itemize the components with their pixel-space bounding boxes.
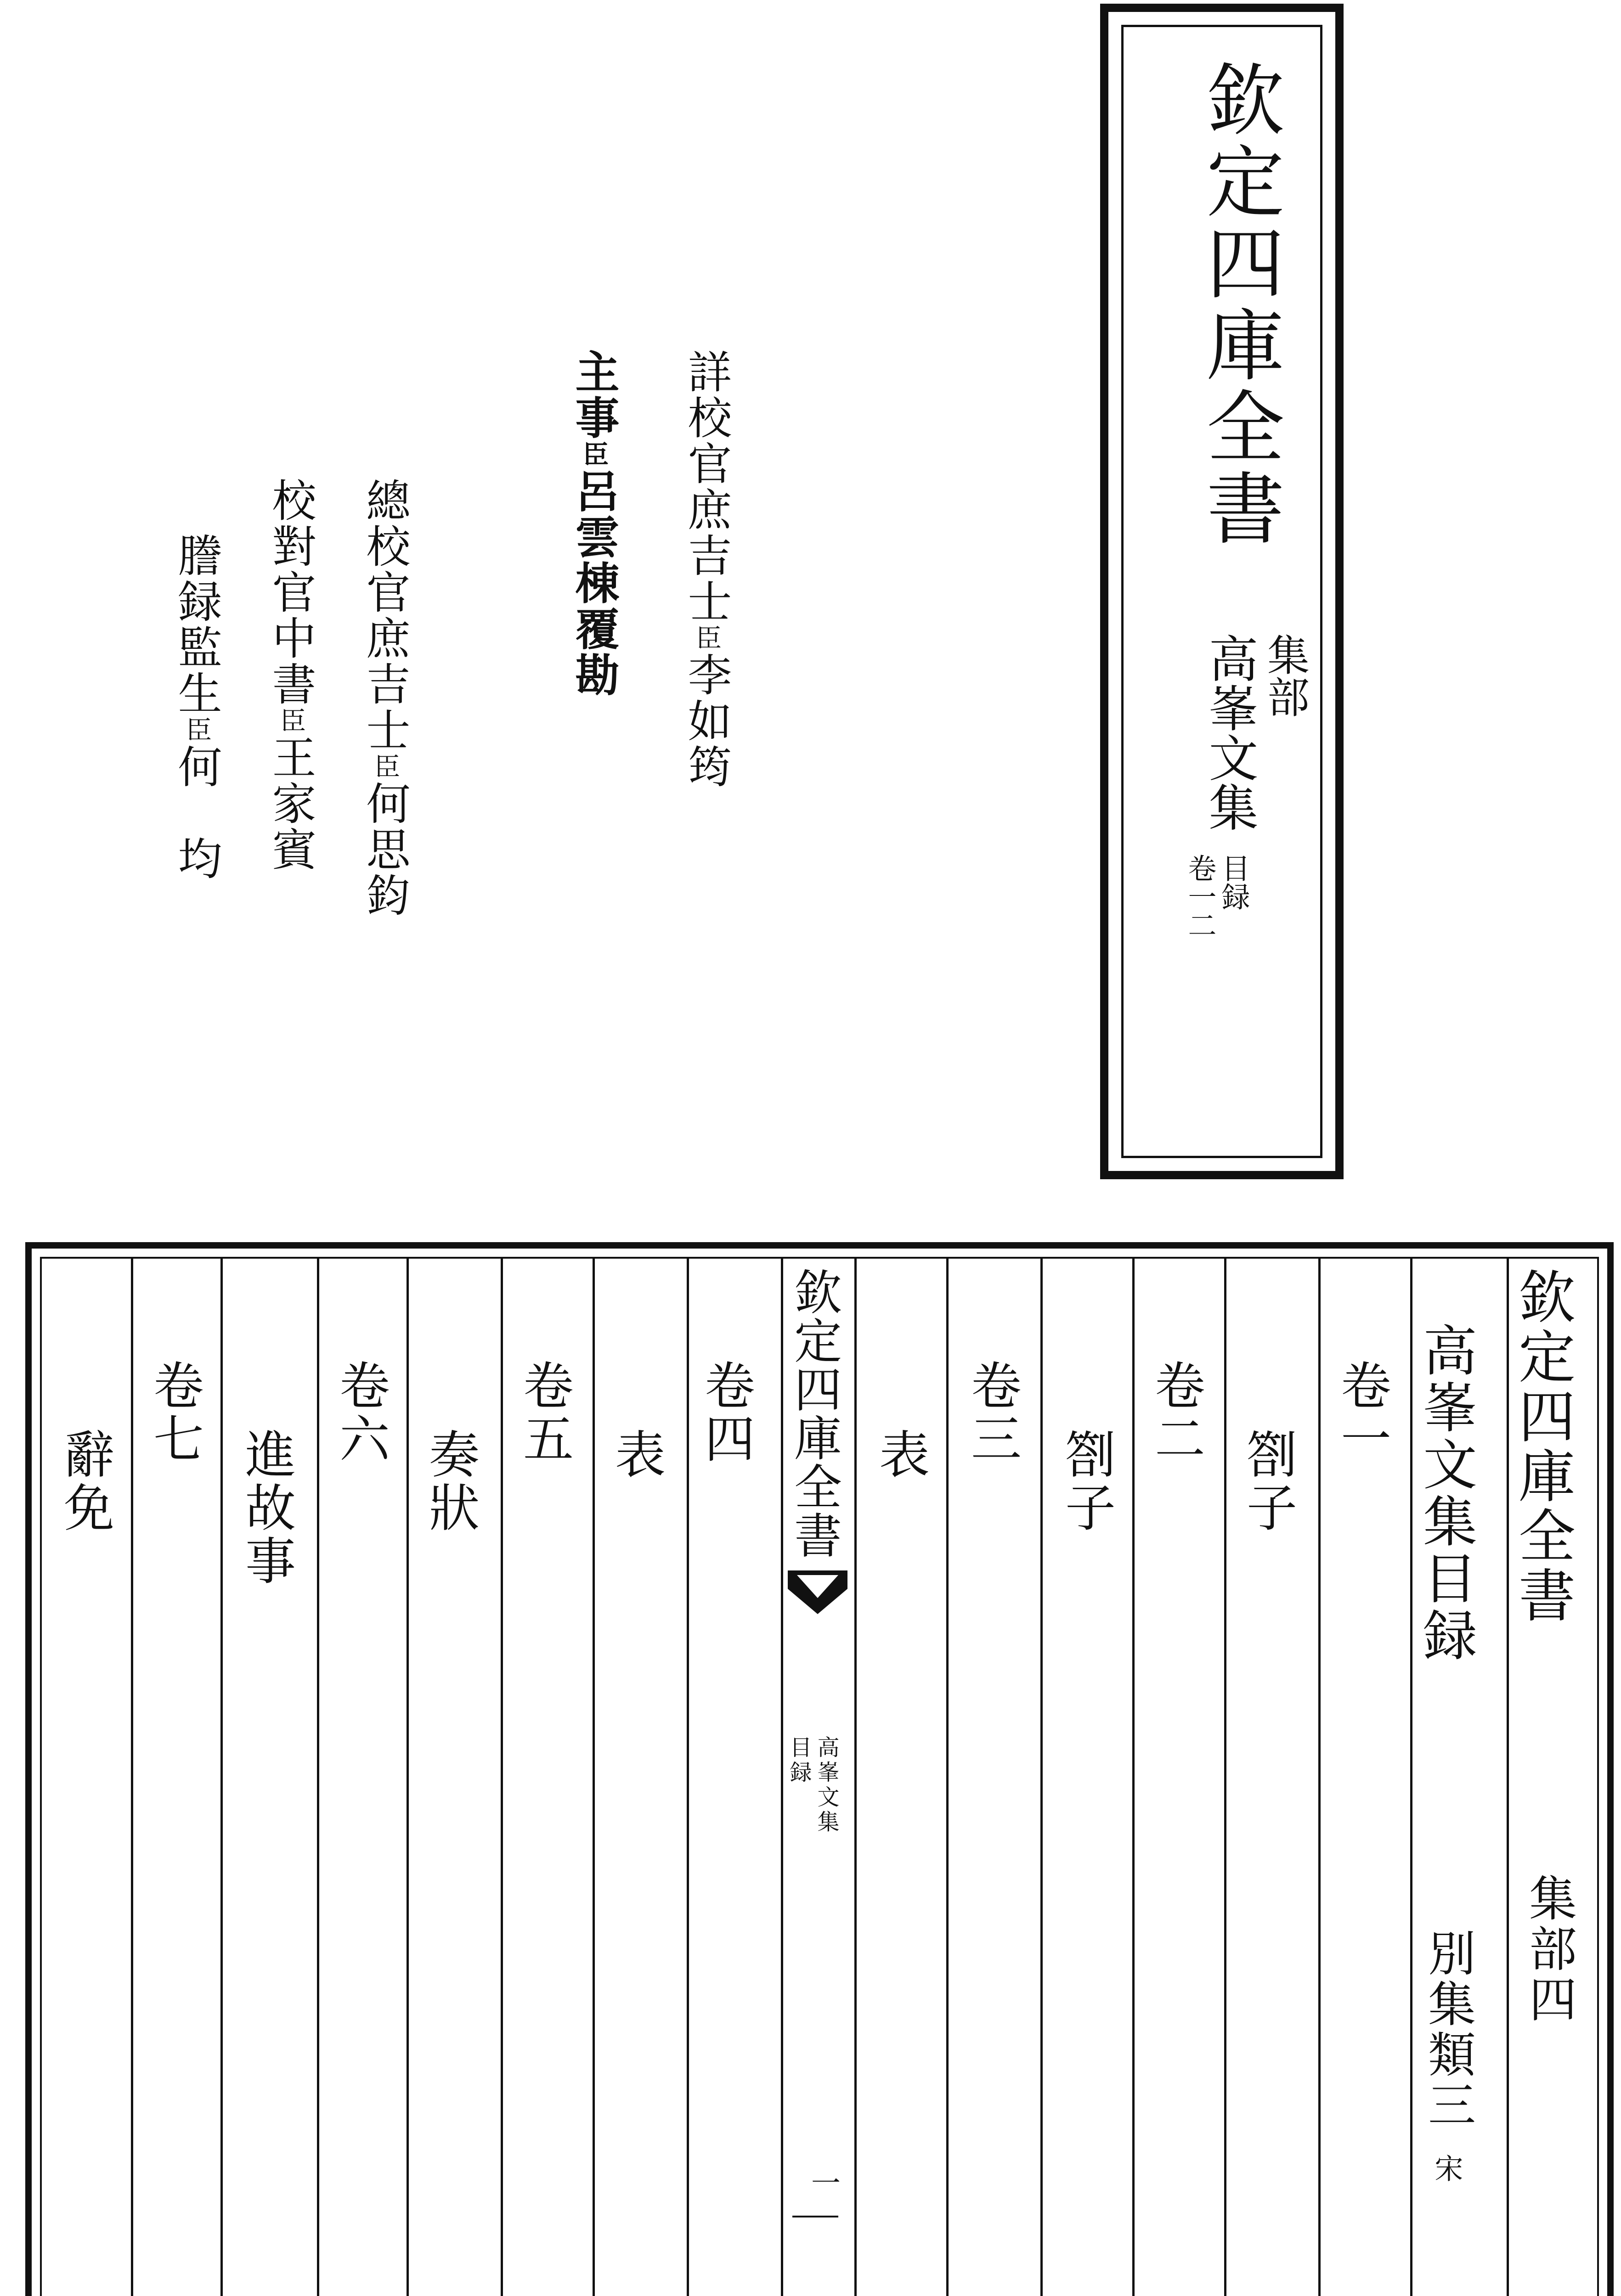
slip-main-title: 欽定四庫全書 xyxy=(1193,59,1284,550)
credit-role: 校對官中書 xyxy=(265,478,316,707)
column-rule xyxy=(407,1258,409,2296)
column-rule xyxy=(220,1258,223,2296)
credit-title: 臣 xyxy=(182,716,212,744)
credit-name: 何思鈞 xyxy=(359,781,411,918)
slip-volume: 卷一二 xyxy=(1183,854,1217,939)
column-rule xyxy=(317,1258,319,2296)
slip-category: 集部 xyxy=(1260,633,1310,718)
column-rule xyxy=(1410,1258,1412,2296)
toc-entry: 進故事 xyxy=(237,1428,296,1588)
column-rule xyxy=(781,1258,783,2296)
credit-title: 臣 xyxy=(579,441,609,468)
toc-entry: 卷一 xyxy=(1333,1359,1391,1466)
slip-section: 目録 xyxy=(1217,854,1250,911)
toc-entry: 表 xyxy=(607,1428,666,1481)
credit-role: 主事 xyxy=(568,349,620,441)
credit-title: 臣 xyxy=(370,753,400,781)
credit-role: 總校官庶吉士 xyxy=(359,478,411,753)
credit-line-detailed-collator xyxy=(681,349,732,790)
slip-book-title: 高峯文集 xyxy=(1200,633,1258,832)
column-rule xyxy=(1040,1258,1043,2296)
credit-name: 李如筠 xyxy=(681,652,732,790)
page-dynasty: 宋 xyxy=(1430,2154,1463,2185)
gutter-title: 欽定四庫全書 xyxy=(786,1267,842,1559)
column-rule xyxy=(946,1258,949,2296)
title-slip-inner-border xyxy=(1121,25,1322,1158)
credit-name: 呂雲棟覆勘 xyxy=(568,468,620,698)
column-rule xyxy=(131,1258,133,2296)
credit-line-chief-collator xyxy=(359,478,411,918)
toc-entry: 卷四 xyxy=(696,1359,755,1466)
title-slip xyxy=(1100,4,1344,1179)
page-header-title: 欽定四庫全書 xyxy=(1509,1267,1575,1626)
credit-line-copyist xyxy=(171,533,222,882)
credit-title: 臣 xyxy=(276,707,306,735)
gutter-rule xyxy=(792,2216,838,2217)
gutter-section: 目録 xyxy=(786,1736,812,1785)
column-rule xyxy=(1132,1258,1135,2296)
toc-entry: 卷五 xyxy=(515,1359,574,1466)
toc-entry: 奏狀 xyxy=(421,1428,480,1535)
toc-entry: 劄子 xyxy=(1238,1428,1297,1535)
fishtail-mark xyxy=(788,1570,847,1626)
column-rule xyxy=(1224,1258,1226,2296)
toc-entry: 卷二 xyxy=(1147,1359,1205,1466)
toc-entry: 卷三 xyxy=(963,1359,1022,1466)
credit-role: 謄録監生 xyxy=(171,533,222,716)
column-rule xyxy=(854,1258,857,2296)
page-book-subtitle: 高峯文集目録 xyxy=(1414,1322,1477,1664)
toc-entry: 表 xyxy=(871,1428,930,1481)
credit-name: 何 均 xyxy=(171,744,222,882)
column-rule xyxy=(501,1258,503,2296)
gutter-page-number: 一 xyxy=(806,2167,840,2200)
page-subcategory: 別集類三 xyxy=(1420,1929,1476,2131)
credit-line-proofreader xyxy=(265,478,316,872)
column-rule xyxy=(687,1258,689,2296)
toc-entry: 卷六 xyxy=(331,1359,390,1466)
toc-entry: 劄子 xyxy=(1057,1428,1116,1535)
gutter-book-title: 高峯文集 xyxy=(813,1736,839,1835)
credit-role: 詳校官庶吉士 xyxy=(681,349,732,625)
toc-entry: 辭免 xyxy=(56,1428,114,1535)
column-rule xyxy=(1318,1258,1321,2296)
credit-name: 王家賓 xyxy=(265,735,316,872)
column-rule xyxy=(593,1258,595,2296)
credit-line-reviewer xyxy=(568,349,620,698)
credit-title: 臣 xyxy=(692,625,722,652)
page-category: 集部四 xyxy=(1521,1874,1577,2025)
toc-entry: 卷七 xyxy=(145,1359,204,1466)
